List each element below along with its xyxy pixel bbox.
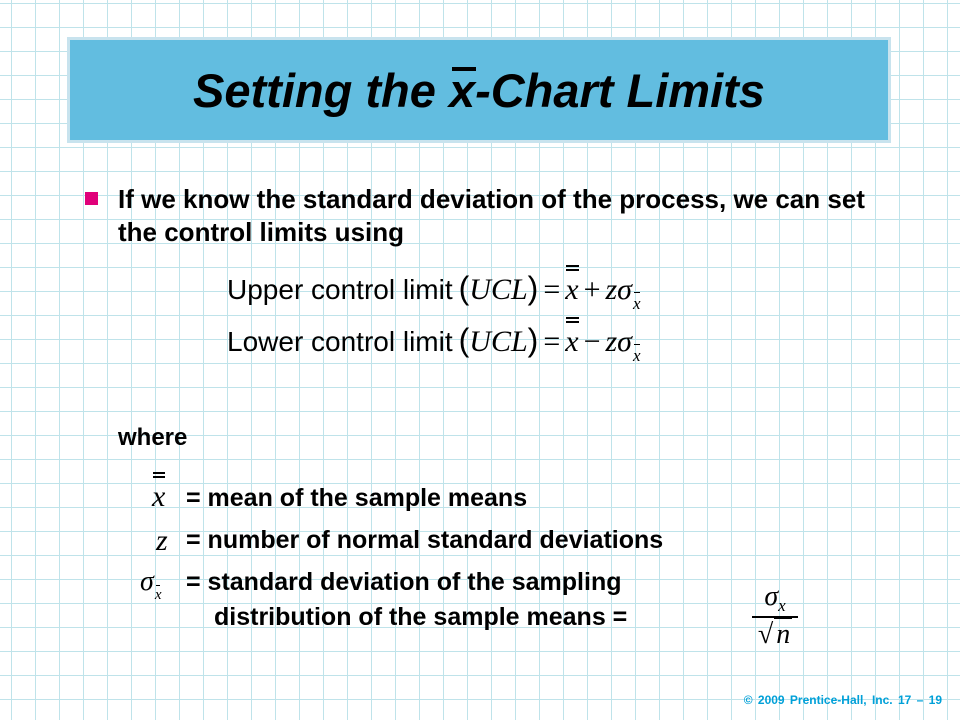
definition-sigma-line-1: = standard deviation of the sampling [186,568,622,596]
equals-sign: = [543,325,561,358]
bullet-square-icon [85,192,98,205]
definition-sigma-symbol [140,566,162,603]
sigma-symbol: σ [140,566,154,597]
title-text-start: Setting the [193,63,449,117]
sigma-subscript-x-bar: x [632,294,641,313]
lower-control-limit-formula [227,322,641,365]
paren-open: ( [458,270,470,306]
ucl-symbol: UCL [469,325,528,358]
x-double-bar: x [565,325,579,358]
numerator-subscript-x: x [778,596,786,615]
title-text-end: -Chart Limits [475,63,765,117]
copyright-footer: © 2009 Prentice-Hall, Inc. 17 – 19 [743,693,942,707]
x-double-bar: x [565,273,579,306]
slide-title [193,63,765,118]
paren-open: ( [458,322,470,358]
sigma-subscript-x-bar: x [154,587,162,603]
sigma-symbol: σ [617,325,632,358]
z-symbol: z [605,273,618,306]
sigma-symbol: σ [764,581,779,612]
radicand-n: n [776,619,791,650]
paren-close: ) [527,270,539,306]
ucl-symbol: UCL [469,273,528,306]
plus-sign: + [583,273,601,306]
sigma-over-root-n-fraction [752,582,798,650]
title-x-bar: x [448,63,476,117]
equals-sign: = [543,273,561,306]
definition-z: = number of normal standard deviations [186,526,664,554]
definition-z-symbol: z [156,524,168,557]
paren-close: ) [527,322,539,358]
definition-x-double-bar: x [152,480,166,513]
bullet-text: If we know the standard deviation of the process, we can set the control limits using [118,184,865,247]
definition-sigma-line-2: distribution of the sample means = [214,603,628,631]
fraction-denominator [752,620,798,650]
upper-control-limit-formula [227,270,641,313]
where-label: where [118,424,188,451]
bullet-item [85,183,898,249]
minus-sign: − [583,325,601,358]
title-banner [67,37,891,143]
sigma-subscript-x-bar: x [632,346,641,365]
definition-mean: = mean of the sample means [186,484,528,512]
lower-limit-label: Lower control limit [227,326,453,357]
radical-sign: √ [757,619,774,650]
fraction-numerator [752,582,798,615]
z-symbol: z [605,325,618,358]
sigma-symbol: σ [617,273,632,306]
upper-limit-label: Upper control limit [227,274,453,305]
